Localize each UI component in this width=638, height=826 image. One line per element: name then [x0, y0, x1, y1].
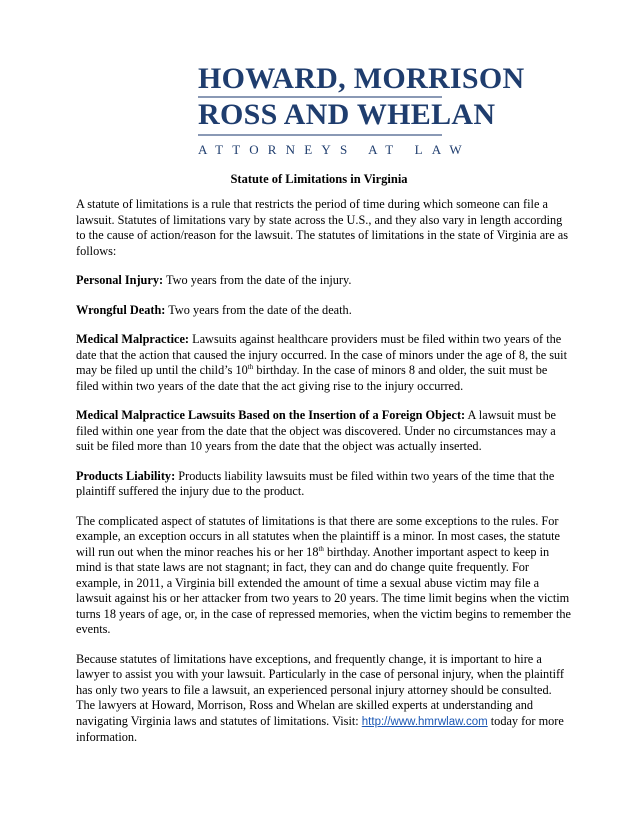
personal-injury-text: Two years from the date of the injury.	[163, 273, 352, 287]
logo-line-2: ROSS AND WHELAN	[198, 98, 496, 131]
exceptions-text-b: birthday. Another important aspect to keep in mind is that state laws are not stagnant; in fact, they can and do change quite frequently. For example, in 2011, a Virginia bill extended the amount of time a sexual abuse victim may file a lawsuit against his or her attacker from two years to 20 years. The time limit begins when the victim turns 18 years of age, or, in the case of repressed memories, when the victim begins to remember the events.	[76, 544, 571, 636]
firm-logo	[198, 62, 525, 157]
intro-paragraph: A statute of limitations is a rule that restricts the period of time during which someone can file a lawsuit. Statutes of limitations vary by state across the U.S., and they also vary in length according to the cause of action/reason for the lawsuit. The statutes of limitations in the state of Virginia are as follows:	[76, 197, 569, 258]
logo-tagline: ATTORNEYS AT LAW	[198, 142, 471, 157]
document-title: Statute of Limitations in Virginia	[230, 172, 408, 186]
website-link[interactable]: http://www.hmrwlaw.com	[361, 715, 488, 728]
superscript-th: th	[318, 544, 324, 553]
logo-line-1: HOWARD, MORRISON	[198, 62, 525, 95]
products-liability-text: Products liability lawsuits must be filed within two years of the time that the plaintiff suffered the injury due to the product.	[76, 468, 555, 498]
superscript-th: th	[247, 362, 254, 371]
logo-divider-top	[198, 96, 442, 98]
foreign-object-label: Medical Malpractice Lawsuits Based on the Insertion of a Foreign Object:	[76, 408, 466, 422]
medical-malpractice-text-a: Lawsuits against healthcare providers must be filed within two years of the date that the action that caused the injury occurred. In the case of minors under the age of 8, the suit may be filed up until the child’s 10	[76, 332, 568, 377]
exceptions-text-a: The complicated aspect of statutes of limitations is that there are some exceptions to the rules. For example, an exception occurs in all statutes when the plaintiff is a minor. In most cases, the statute will run out when the minor reaches his or her 18	[76, 513, 561, 559]
closing-text: Because statutes of limitations have exceptions, and frequently change, it is important to hire a lawyer to assist you with your lawsuit. Particularly in the case of personal injury, when the plaintiff has only two years to file a lawsuit, an experienced personal injury attorney should be consulted. The lawyers at Howard, Morrison, Ross and Whelan are skilled experts at understanding and navigating Virginia laws and statutes of limitations. Visit:	[76, 651, 565, 728]
medical-malpractice-paragraph	[76, 332, 572, 394]
medical-malpractice-text-b: birthday. In the case of minors 8 and older, the suit must be filed within two years of the date that the act giving rise to the injury occurred.	[76, 363, 548, 393]
wrongful-death-paragraph	[76, 303, 572, 319]
exceptions-paragraph	[76, 514, 572, 638]
closing-after-text: today for more information.	[76, 713, 564, 744]
products-liability-label: Products Liability:	[76, 468, 176, 483]
logo-divider-bottom	[198, 134, 442, 136]
closing-paragraph	[76, 652, 572, 746]
medical-malpractice-label: Medical Malpractice:	[76, 332, 190, 346]
foreign-object-text: A lawsuit must be filed within one year from the date that the object was discovered. Under no circumstances may a suit be filed more than 10 years from the date that the object was actually inserted.	[76, 408, 557, 453]
wrongful-death-label: Wrongful Death:	[76, 302, 166, 317]
wrongful-death-text: Two years from the date of the death.	[165, 302, 352, 317]
document-body	[76, 197, 572, 760]
products-liability-paragraph	[76, 469, 572, 500]
foreign-object-paragraph	[76, 408, 572, 455]
personal-injury-paragraph	[76, 273, 572, 289]
personal-injury-label: Personal Injury:	[76, 273, 164, 287]
